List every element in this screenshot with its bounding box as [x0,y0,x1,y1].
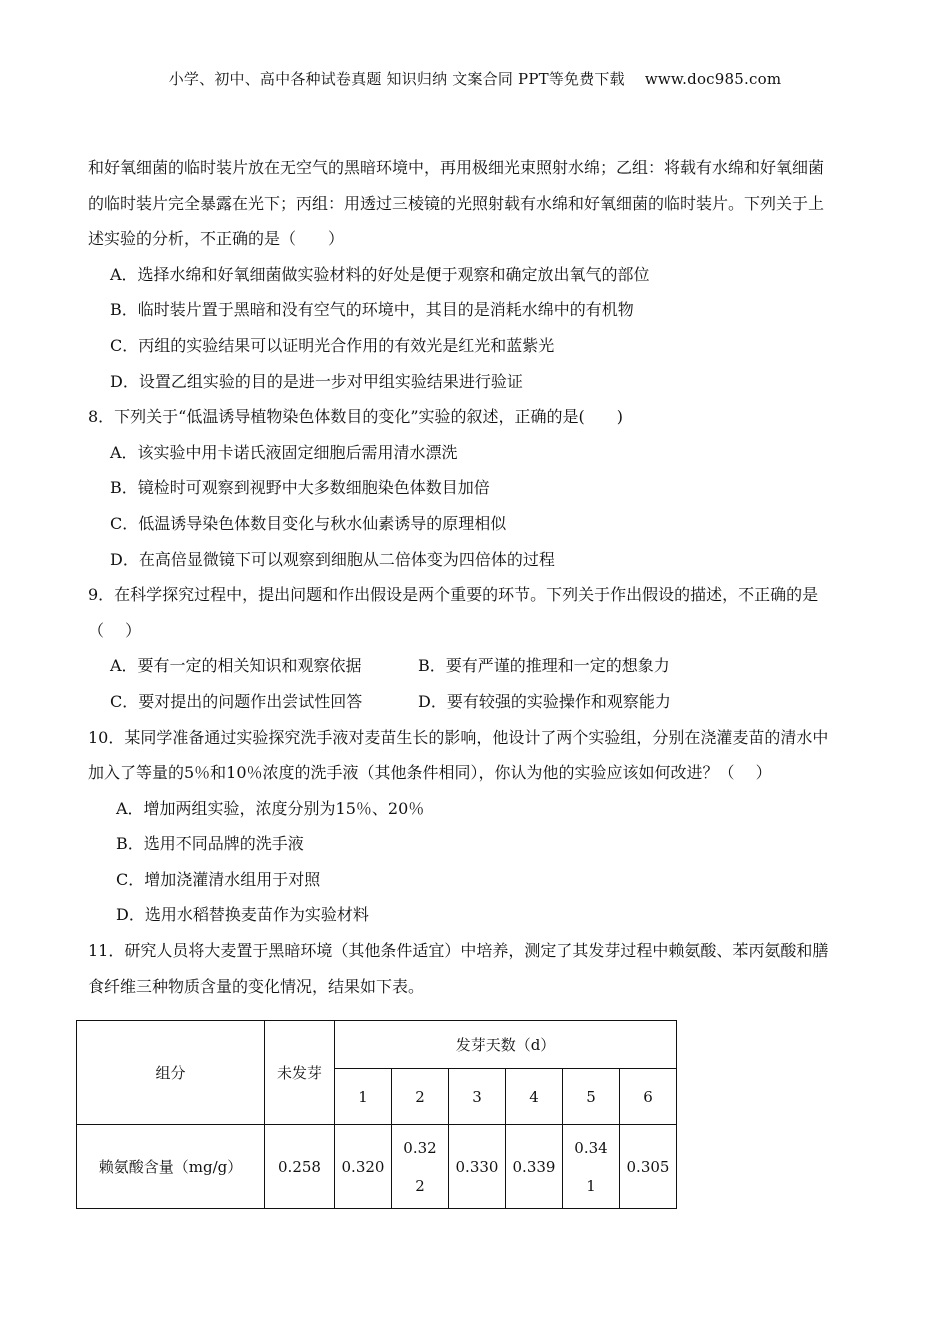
day-header-5: 5 [563,1069,620,1125]
value-ungerminated: 0.258 [265,1125,335,1209]
header-group: 组分 [77,1021,265,1125]
header-text: 小学、初中、高中各种试卷真题 知识归纳 文案合同 PPT等免费下载 [168,70,625,88]
day-header-3: 3 [449,1069,506,1125]
value-day-1: 0.320 [335,1125,392,1209]
q8-option-d: D．在高倍显微镜下可以观察到细胞从二倍体变为四倍体的过程 [110,549,555,569]
q7-line-3: 述实验的分析，不正确的是（ ） [88,229,345,249]
header-url[interactable]: www.doc985.com [644,70,782,88]
germination-table [76,1020,677,1209]
row-label: 赖氨酸含量（mg/g） [77,1125,265,1209]
q7-option-c: C．丙组的实验结果可以证明光合作用的有效光是红光和蓝紫光 [110,335,555,355]
day-header-4: 4 [506,1069,563,1125]
q8-option-b: B．镜检时可观察到视野中大多数细胞染色体数目加倍 [110,478,490,498]
q7-line-2: 的临时装片完全暴露在光下；丙组：用透过三棱镜的光照射载有水绵和好氧细菌的临时装片。下列关于上 [88,193,825,213]
q10-option-d: D．选用水稻替换麦苗作为实验材料 [116,905,369,925]
question-content [88,150,864,1004]
day-header-1: 1 [335,1069,392,1125]
value-day-5-cell [563,1125,620,1209]
q10-option-c: C．增加浇灌清水组用于对照 [116,869,321,889]
q10-option-a: A．增加两组实验，浓度分别为15％、20％ [116,798,425,818]
q9-option-c: C．要对提出的问题作出尝试性回答 [110,691,363,711]
value-day-6: 0.305 [620,1125,677,1209]
value-day-3: 0.330 [449,1125,506,1209]
value-day-2-cell [392,1125,449,1209]
q9-option-d: D．要有较强的实验操作和观察能力 [418,691,671,711]
q9-stem: 9．在科学探究过程中，提出问题和作出假设是两个重要的环节。下列关于作出假设的描述，不正确的是 [88,585,819,605]
day-header-6: 6 [620,1069,677,1125]
q9-option-a: A．要有一定的相关知识和观察依据 [110,656,362,676]
q8-option-a: A．该实验中用卡诺氏液固定细胞后需用清水漂洗 [110,442,458,462]
q9-option-b: B．要有严谨的推理和一定的想象力 [418,656,670,676]
q8-option-c: C．低温诱导染色体数目变化与秋水仙素诱导的原理相似 [110,513,507,533]
q10-line-1: 10．某同学准备通过实验探究洗手液对麦苗生长的影响，他设计了两个实验组，分别在浇灌麦苗的清水中 [88,727,829,747]
value-day-5: 0.341 [574,1138,608,1195]
q9-options-row-1 [88,648,864,684]
value-day-2: 0.322 [403,1138,437,1195]
q9-options-row-2 [88,684,864,720]
q8-stem: 8．下列关于“低温诱导植物染色体数目的变化”实验的叙述，正确的是( ) [88,407,624,427]
q11-line-1: 11．研究人员将大麦置于黑暗环境（其他条件适宜）中培养，测定了其发芽过程中赖氨酸、苯丙氨酸和膳 [88,941,829,961]
q7-option-a: A．选择水绵和好氧细菌做实验材料的好处是便于观察和确定放出氧气的部位 [110,264,650,284]
page-header [0,68,950,89]
q11-line-2: 食纤维三种物质含量的变化情况，结果如下表。 [88,976,425,996]
q10-option-b: B．选用不同品牌的洗手液 [116,834,304,854]
q7-option-b: B．临时装片置于黑暗和没有空气的环境中，其目的是消耗水绵中的有机物 [110,300,634,320]
header-ungerminated: 未发芽 [265,1021,335,1125]
q9-paren: （ ） [88,620,142,640]
q7-option-d: D．设置乙组实验的目的是进一步对甲组实验结果进行验证 [110,371,523,391]
q7-line-1: 和好氧细菌的临时装片放在无空气的黑暗环境中，再用极细光束照射水绵；乙组：将载有水绵和好氧细菌 [88,158,825,177]
header-days: 发芽天数（d） [335,1021,677,1069]
q10-line-2: 加入了等量的5％和10％浓度的洗手液（其他条件相同），你认为他的实验应该如何改进？（ ） [88,763,772,783]
day-header-2: 2 [392,1069,449,1125]
value-day-4: 0.339 [506,1125,563,1209]
